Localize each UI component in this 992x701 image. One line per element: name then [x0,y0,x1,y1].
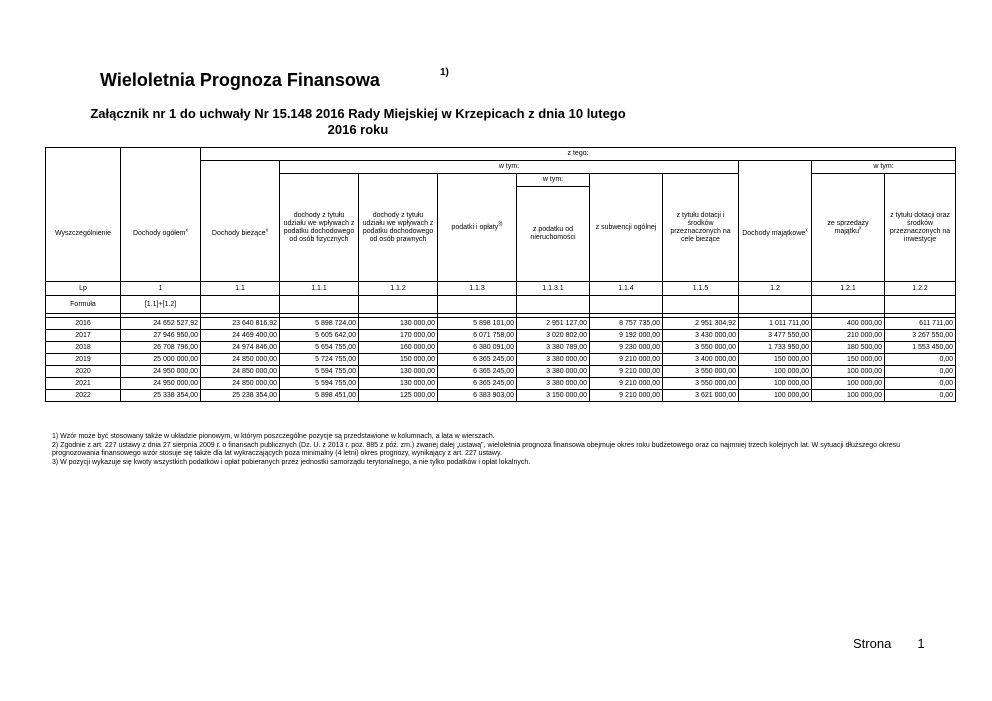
header-col-2: Dochody bieżące$^x$ [201,187,280,282]
value-cell: 100 000,00 [812,390,885,402]
value-cell: 150 000,00 [739,354,812,366]
header-col-0: Wyszczególnienie [46,187,121,282]
value-cell: 3 380 000,00 [517,366,590,378]
lp-cell: 1.1.4 [590,282,663,296]
year-cell: 2021 [46,378,121,390]
value-cell: 3 400 000,00 [663,354,739,366]
value-cell: 5 724 755,00 [280,354,359,366]
table-row [46,318,956,330]
header-dochody-majatkowe-top [739,161,812,187]
value-cell: 6 383 903,00 [438,390,517,402]
value-cell: 6 380 091,00 [438,342,517,354]
value-cell: 5 594 755,00 [280,366,359,378]
page-number: 1 [917,636,925,651]
formula-empty [590,296,663,314]
header-col-3: dochody z tytułu udziału we wpływach z podatku dochodowego od osób fizycznych [280,174,359,282]
value-cell: 100 000,00 [812,378,885,390]
header-col-1: Dochody ogółem$^x$ [121,187,201,282]
lp-cell: 1.2.2 [885,282,956,296]
value-cell: 3 550 000,00 [663,342,739,354]
value-cell: 3 267 550,00 [885,330,956,342]
value-cell: 5 594 755,00 [280,378,359,390]
year-cell: 2022 [46,390,121,402]
formula-value: [1.1]+[1.2] [121,296,201,314]
footnote-1: 1) Wzór może być stosowany także w układzie pionowym, w którym poszczególne pozycje są przedstawione w kolumnach, a lata w wierszach. [52,433,495,440]
value-cell: 3 550 000,00 [663,378,739,390]
value-cell: 26 708 796,00 [121,342,201,354]
value-cell: 5 898 451,00 [280,390,359,402]
value-cell: 24 850 000,00 [201,366,280,378]
value-cell: 130 000,00 [359,318,438,330]
value-cell: 150 000,00 [359,354,438,366]
value-cell: 6 071 758,00 [438,330,517,342]
value-cell: 24 469 400,00 [201,330,280,342]
value-cell: 24 652 527,92 [121,318,201,330]
value-cell: 3 430 000,00 [663,330,739,342]
value-cell: 160 000,00 [359,342,438,354]
header-dochody-biezace-top [201,161,280,187]
value-cell: 100 000,00 [739,378,812,390]
value-cell: 6 365 245,00 [438,366,517,378]
header-w-tym-sub: w tym: [517,174,590,187]
value-cell: 3 550 000,00 [663,366,739,378]
formula-empty [438,296,517,314]
value-cell: 3 621 000,00 [663,390,739,402]
value-cell: 170 000,00 [359,330,438,342]
page-indicator [853,636,925,651]
value-cell: 100 000,00 [812,366,885,378]
table-row [46,342,956,354]
lp-cell: Lp [46,282,121,296]
table-row [46,390,956,402]
header-col-11: z tytułu dotacji oraz środków przeznaczonych na inwestycje [885,174,956,282]
header-col-5: podatki i opłaty$^{3)}$ [438,174,517,282]
lp-cell: 1.1.2 [359,282,438,296]
value-cell: 24 950 000,00 [121,378,201,390]
year-cell: 2020 [46,366,121,378]
lp-cell: 1.1.3 [438,282,517,296]
value-cell: 0,00 [885,390,956,402]
value-cell: 3 020 802,00 [517,330,590,342]
header-w-tym-right: w tym: [812,161,956,174]
value-cell: 611 711,00 [885,318,956,330]
value-cell: 130 000,00 [359,366,438,378]
value-cell: 9 210 000,00 [590,378,663,390]
value-cell: 5 898 724,00 [280,318,359,330]
value-cell: 5 605 642,00 [280,330,359,342]
year-cell: 2018 [46,342,121,354]
value-cell: 25 238 354,00 [201,390,280,402]
header-col-8: z tytułu dotacji i środków przeznaczonych na cele bieżące [663,174,739,282]
value-cell: 1 733 950,00 [739,342,812,354]
document-subtitle: Załącznik nr 1 do uchwały Nr 15.148 2016 Rady Miejskiej w Krzepicach z dnia 10 lutego 2016 roku [90,106,626,137]
formula-empty [201,296,280,314]
value-cell: 23 640 816,92 [201,318,280,330]
value-cell: 3 380 000,00 [517,378,590,390]
header-w-tym: w tym: [280,161,739,174]
lp-cell: 1.1.1 [280,282,359,296]
year-cell: 2017 [46,330,121,342]
value-cell: 3 380 000,00 [517,354,590,366]
value-cell: 9 210 000,00 [590,390,663,402]
header-wyszczegolnienie-top [46,148,121,187]
value-cell: 25 338 354,00 [121,390,201,402]
value-cell: 3 150 000,00 [517,390,590,402]
lp-cell: 1 [121,282,201,296]
value-cell: 5 654 755,00 [280,342,359,354]
table-row [46,330,956,342]
header-dochody-ogolem-top [121,148,201,187]
value-cell: 24 974 846,00 [201,342,280,354]
value-cell: 6 365 245,00 [438,378,517,390]
value-cell: 0,00 [885,366,956,378]
value-cell: 25 000 000,00 [121,354,201,366]
value-cell: 24 850 000,00 [201,378,280,390]
value-cell: 2 951 304,92 [663,318,739,330]
lp-cell: 1.2 [739,282,812,296]
header-z-tego: z tego: [201,148,956,161]
value-cell: 1 553 450,00 [885,342,956,354]
title-footnote-marker: 1) [440,67,449,78]
lp-row [46,282,956,296]
table-row [46,354,956,366]
value-cell: 8 757 735,00 [590,318,663,330]
lp-cell: 1.1.3.1 [517,282,590,296]
value-cell: 5 898 101,00 [438,318,517,330]
header-col-9: Dochody majątkowe$^x$ [739,187,812,282]
value-cell: 24 950 000,00 [121,366,201,378]
formula-empty [885,296,956,314]
page-label: Strona [853,636,892,651]
table-row [46,378,956,390]
formula-empty [517,296,590,314]
footnote-3: 3) W pozycji wykazuje się kwoty wszystkich podatków i opłat pobieranych przez jednostki samorządu terytorialnego, a nie tylko podatków i opłat lokalnych. [52,458,531,466]
header-col-10: ze sprzedaży majątku$^x$ [812,174,885,282]
formula-label: Formuła [46,296,121,314]
formula-empty [280,296,359,314]
formula-empty [812,296,885,314]
value-cell: 0,00 [885,378,956,390]
value-cell: 150 000,00 [812,354,885,366]
formula-row [46,296,956,314]
value-cell: 1 011 711,00 [739,318,812,330]
value-cell: 24 850 000,00 [201,354,280,366]
lp-cell: 1.2.1 [812,282,885,296]
value-cell: 3 477 550,00 [739,330,812,342]
data-rows [46,318,956,402]
table-row [46,366,956,378]
value-cell: 2 951 127,00 [517,318,590,330]
value-cell: 180 500,00 [812,342,885,354]
value-cell: 6 365 245,00 [438,354,517,366]
value-cell: 9 230 000,00 [590,342,663,354]
value-cell: 400 000,00 [812,318,885,330]
value-cell: 130 000,00 [359,378,438,390]
financial-forecast-table [45,147,956,402]
formula-empty [359,296,438,314]
value-cell: 125 000,00 [359,390,438,402]
header-col-6: z podatku od nieruchomości [517,187,590,282]
value-cell: 27 946 950,00 [121,330,201,342]
lp-cell: 1.1.5 [663,282,739,296]
value-cell: 100 000,00 [739,390,812,402]
formula-empty [739,296,812,314]
lp-cell: 1.1 [201,282,280,296]
document-title: Wieloletnia Prognoza Finansowa [100,70,380,90]
year-cell: 2016 [46,318,121,330]
header-col-4: dochody z tytułu udziału we wpływach z podatku dochodowego od osób prawnych [359,174,438,282]
value-cell: 9 210 000,00 [590,354,663,366]
value-cell: 0,00 [885,354,956,366]
value-cell: 9 192 000,00 [590,330,663,342]
value-cell: 9 210 000,00 [590,366,663,378]
value-cell: 3 380 789,00 [517,342,590,354]
footnote-2: 2) Zgodnie z art. 227 ustawy z dnia 27 sierpnia 2009 r. o finansach publicznych (Dz. U. z 2013 r. poz. 885 z póź. zm.) zwanej dalej „ustawą", wieloletnia prognoza finansowa obejmuje okres roku budżetowego oraz co najmniej trzech kolejnych lat. W sytuacji dłuższego okresu prognozowania finansowego wzór stosuje się także dla lat wykraczających poza minimalny (4 letni) okres prognozy, wynikający z art. 227 ustawy. [52,441,900,457]
formula-empty [663,296,739,314]
footnotes [52,433,932,467]
header-col-7: z subwencji ogólnej [590,174,663,282]
year-cell: 2019 [46,354,121,366]
value-cell: 210 000,00 [812,330,885,342]
value-cell: 100 000,00 [739,366,812,378]
